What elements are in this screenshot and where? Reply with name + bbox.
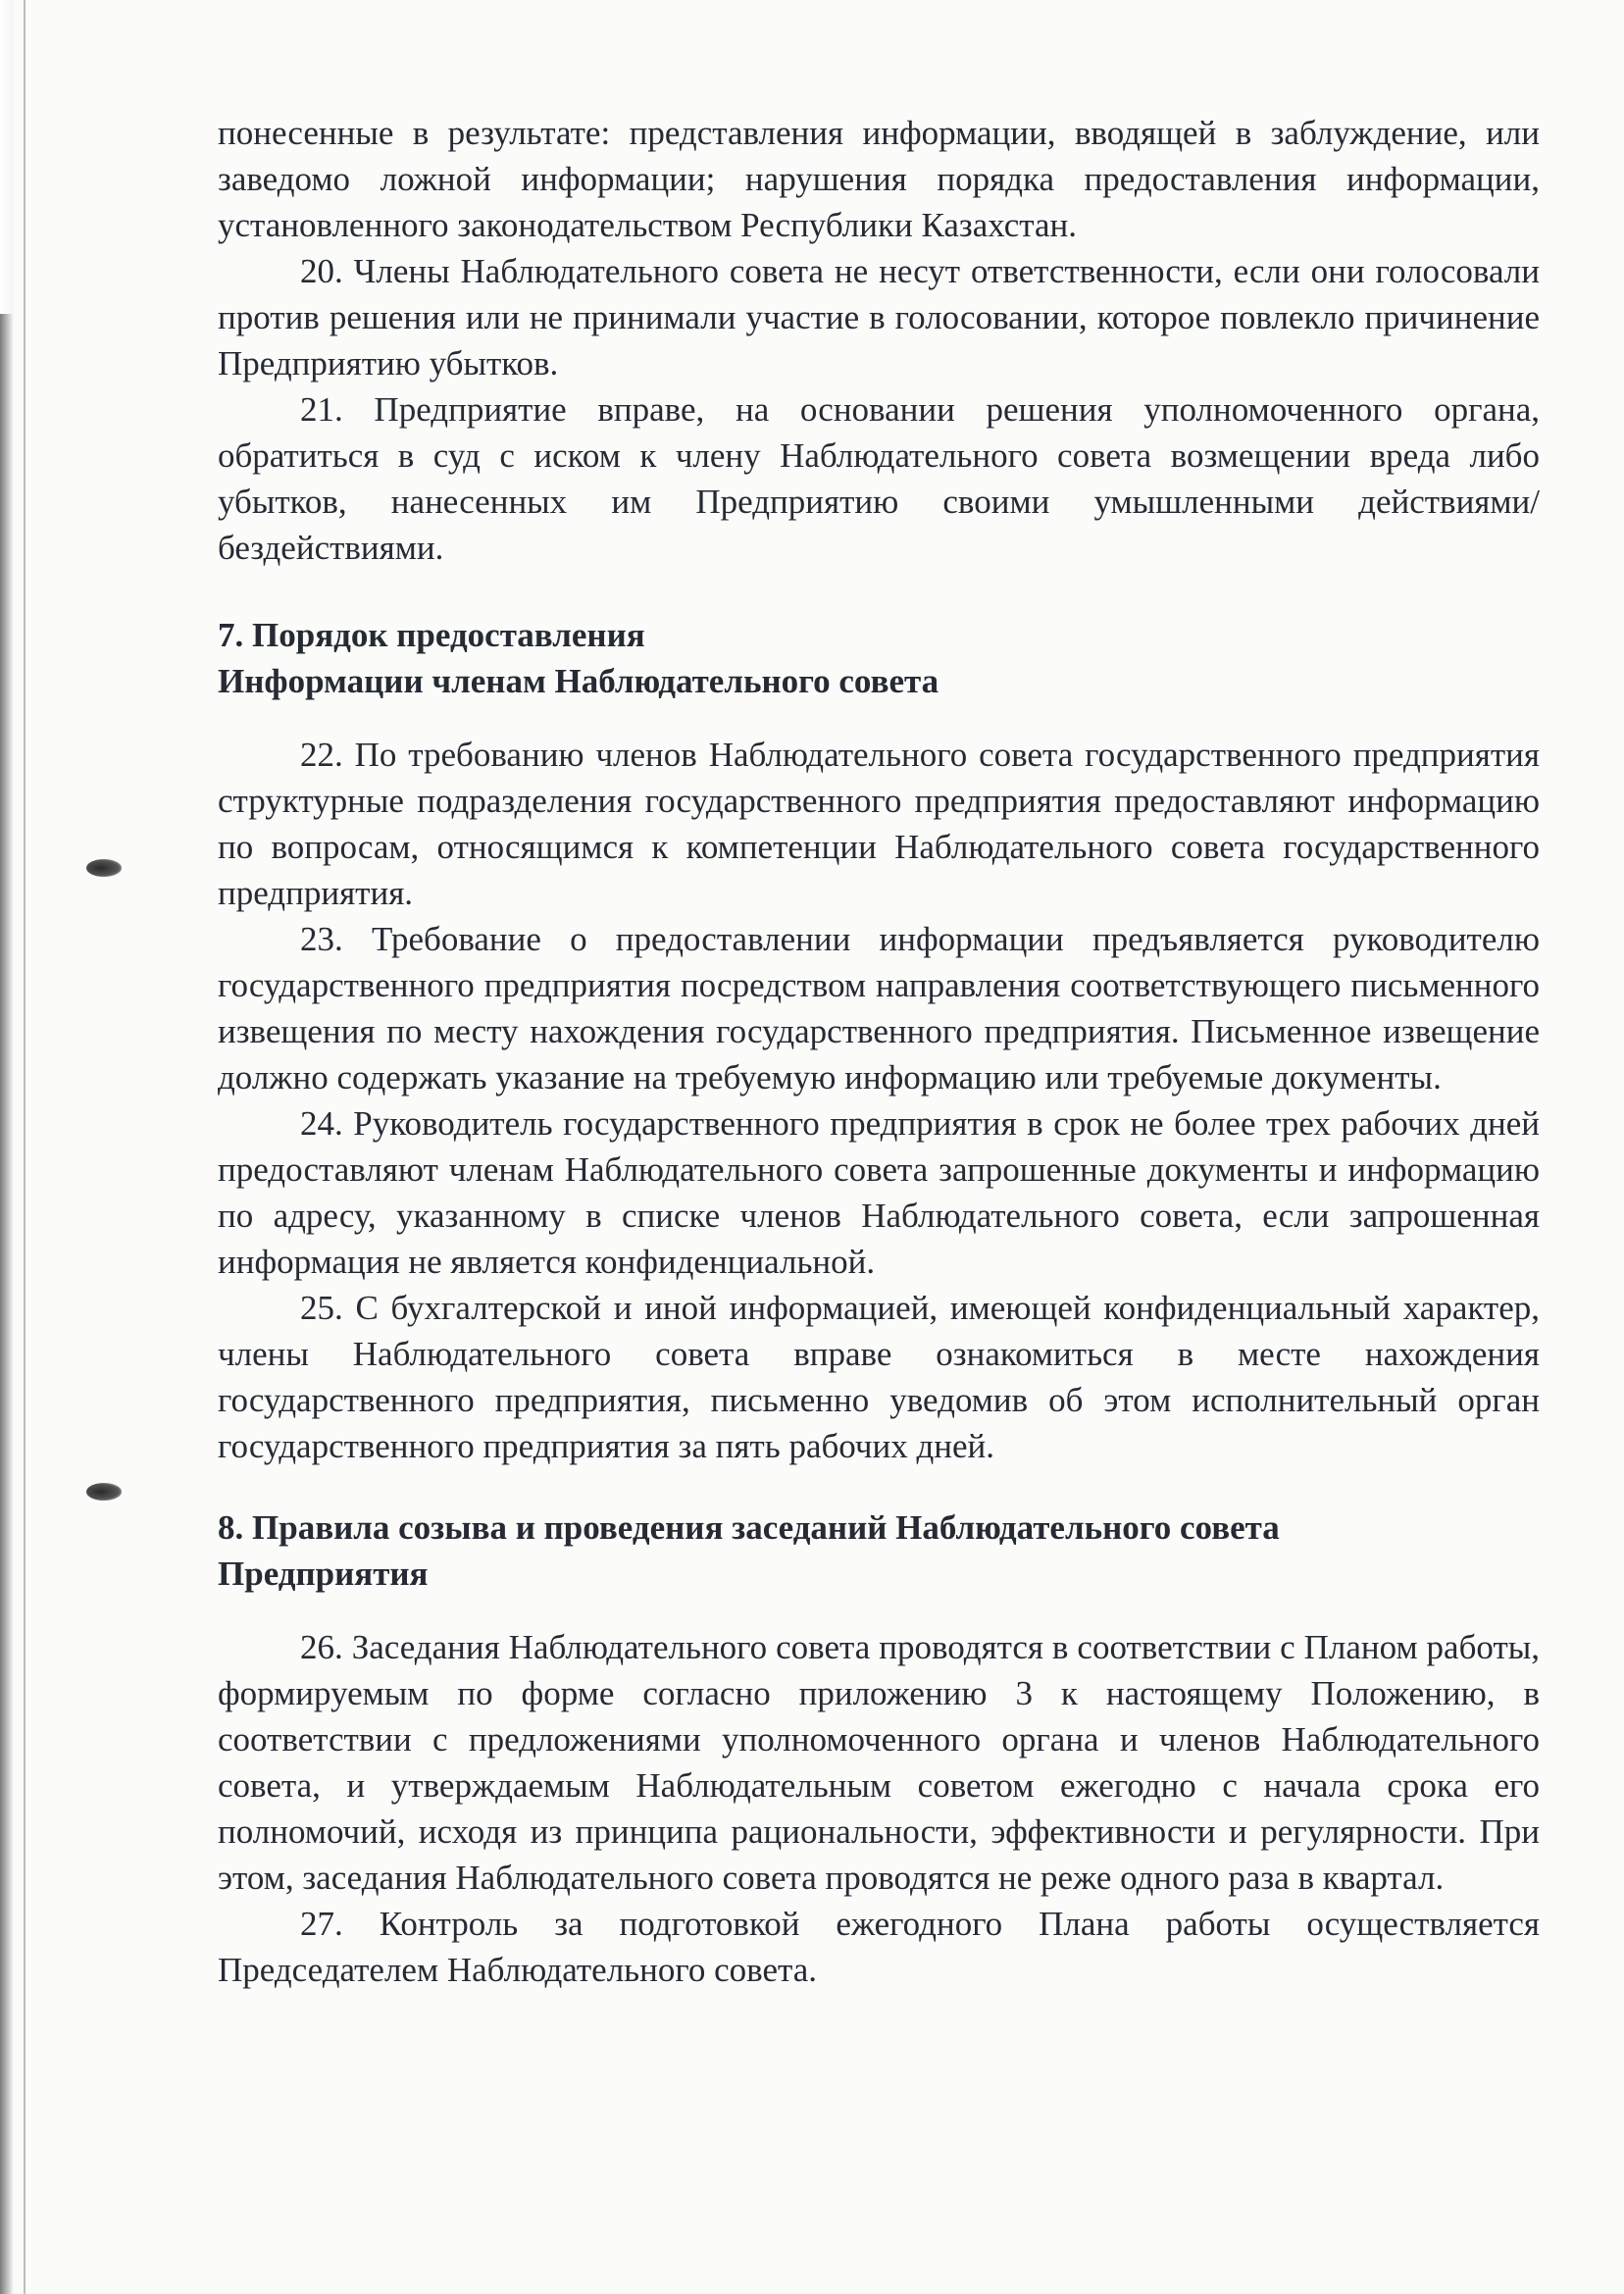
punch-hole-mark	[86, 859, 122, 877]
paragraph-26: 26. Заседания Наблюдательного совета проводятся в соответствии с Планом работы, формируемым по форме согласно приложению 3 к настоящему Положению, в соответствии с предложениями уполномоченного органа и членов Наблюдательного совета, и утверждаемым Наблюдательным советом ежегодно с начала срока его полномочий, исходя из принципа рациональности, эффективности и регулярности. При этом, заседания Наблюдательного совета проводятся не реже одного раза в квартал.	[218, 1628, 1540, 1897]
section-7-title-line-1: 7. Порядок предоставления	[218, 616, 645, 654]
section-8-title-line-1: 8. Правила созыва и проведения заседаний Наблюдательного совета	[218, 1508, 1280, 1547]
scan-edge-shadow	[0, 0, 14, 2294]
paragraph-27: 27. Контроль за подготовкой ежегодного Плана работы осуществляется Председателем Наблюдательного совета.	[218, 1905, 1540, 1989]
paragraph-23: 23. Требование о предоставлении информации предъявляется руководителю государственного предприятия посредством направления соответствующего письменного извещения по месту нахождения государственного предприятия. Письменное извещение должно содержать указание на требуемую информацию или требуемые документы.	[218, 920, 1540, 1096]
section-7-title-line-2: Информации членам Наблюдательного совета	[218, 662, 939, 700]
scan-edge-top	[0, 0, 14, 314]
punch-hole-mark	[86, 1483, 122, 1501]
document-body	[218, 110, 1540, 1993]
intro-paragraph: понесенные в результате: представления информации, вводящей в заблуждение, или заведомо ложной информации; нарушения порядка предоставления информации, установленного законодательством Республики Казахстан.	[218, 114, 1540, 244]
paragraph-25: 25. С бухгалтерской и иной информацией, имеющей конфиденциальный характер, члены Наблюдательного совета вправе ознакомиться в месте нахождения государственного предприятия, письменно уведомив об этом исполнительный орган государственного предприятия за пять рабочих дней.	[218, 1289, 1540, 1465]
paragraph-22: 22. По требованию членов Наблюдательного совета государственного предприятия структурные подразделения государственного предприятия предоставляют информацию по вопросам, относящимся к компетенции Наблюдательного совета государственного предприятия.	[218, 736, 1540, 912]
binder-line	[24, 0, 25, 2294]
paragraph-20: 20. Члены Наблюдательного совета не несут ответственности, если они голосовали против решения или не принимали участие в голосовании, которое повлекло причинение Предприятию убытков.	[218, 252, 1540, 382]
paragraph-21: 21. Предприятие вправе, на основании решения уполномоченного органа, обратиться в суд с иском к члену Наблюдательного совета возмещении вреда либо убытков, нанесенных им Предприятию своими умышленными действиями/бездействиями.	[218, 390, 1540, 567]
paragraph-24: 24. Руководитель государственного предприятия в срок не более трех рабочих дней предоставляют членам Наблюдательного совета запрошенные документы и информацию по адресу, указанному в списке членов Наблюдательного совета, если запрошенная информация не является конфиденциальной.	[218, 1104, 1540, 1281]
section-8-title-line-2: Предприятия	[218, 1555, 429, 1593]
